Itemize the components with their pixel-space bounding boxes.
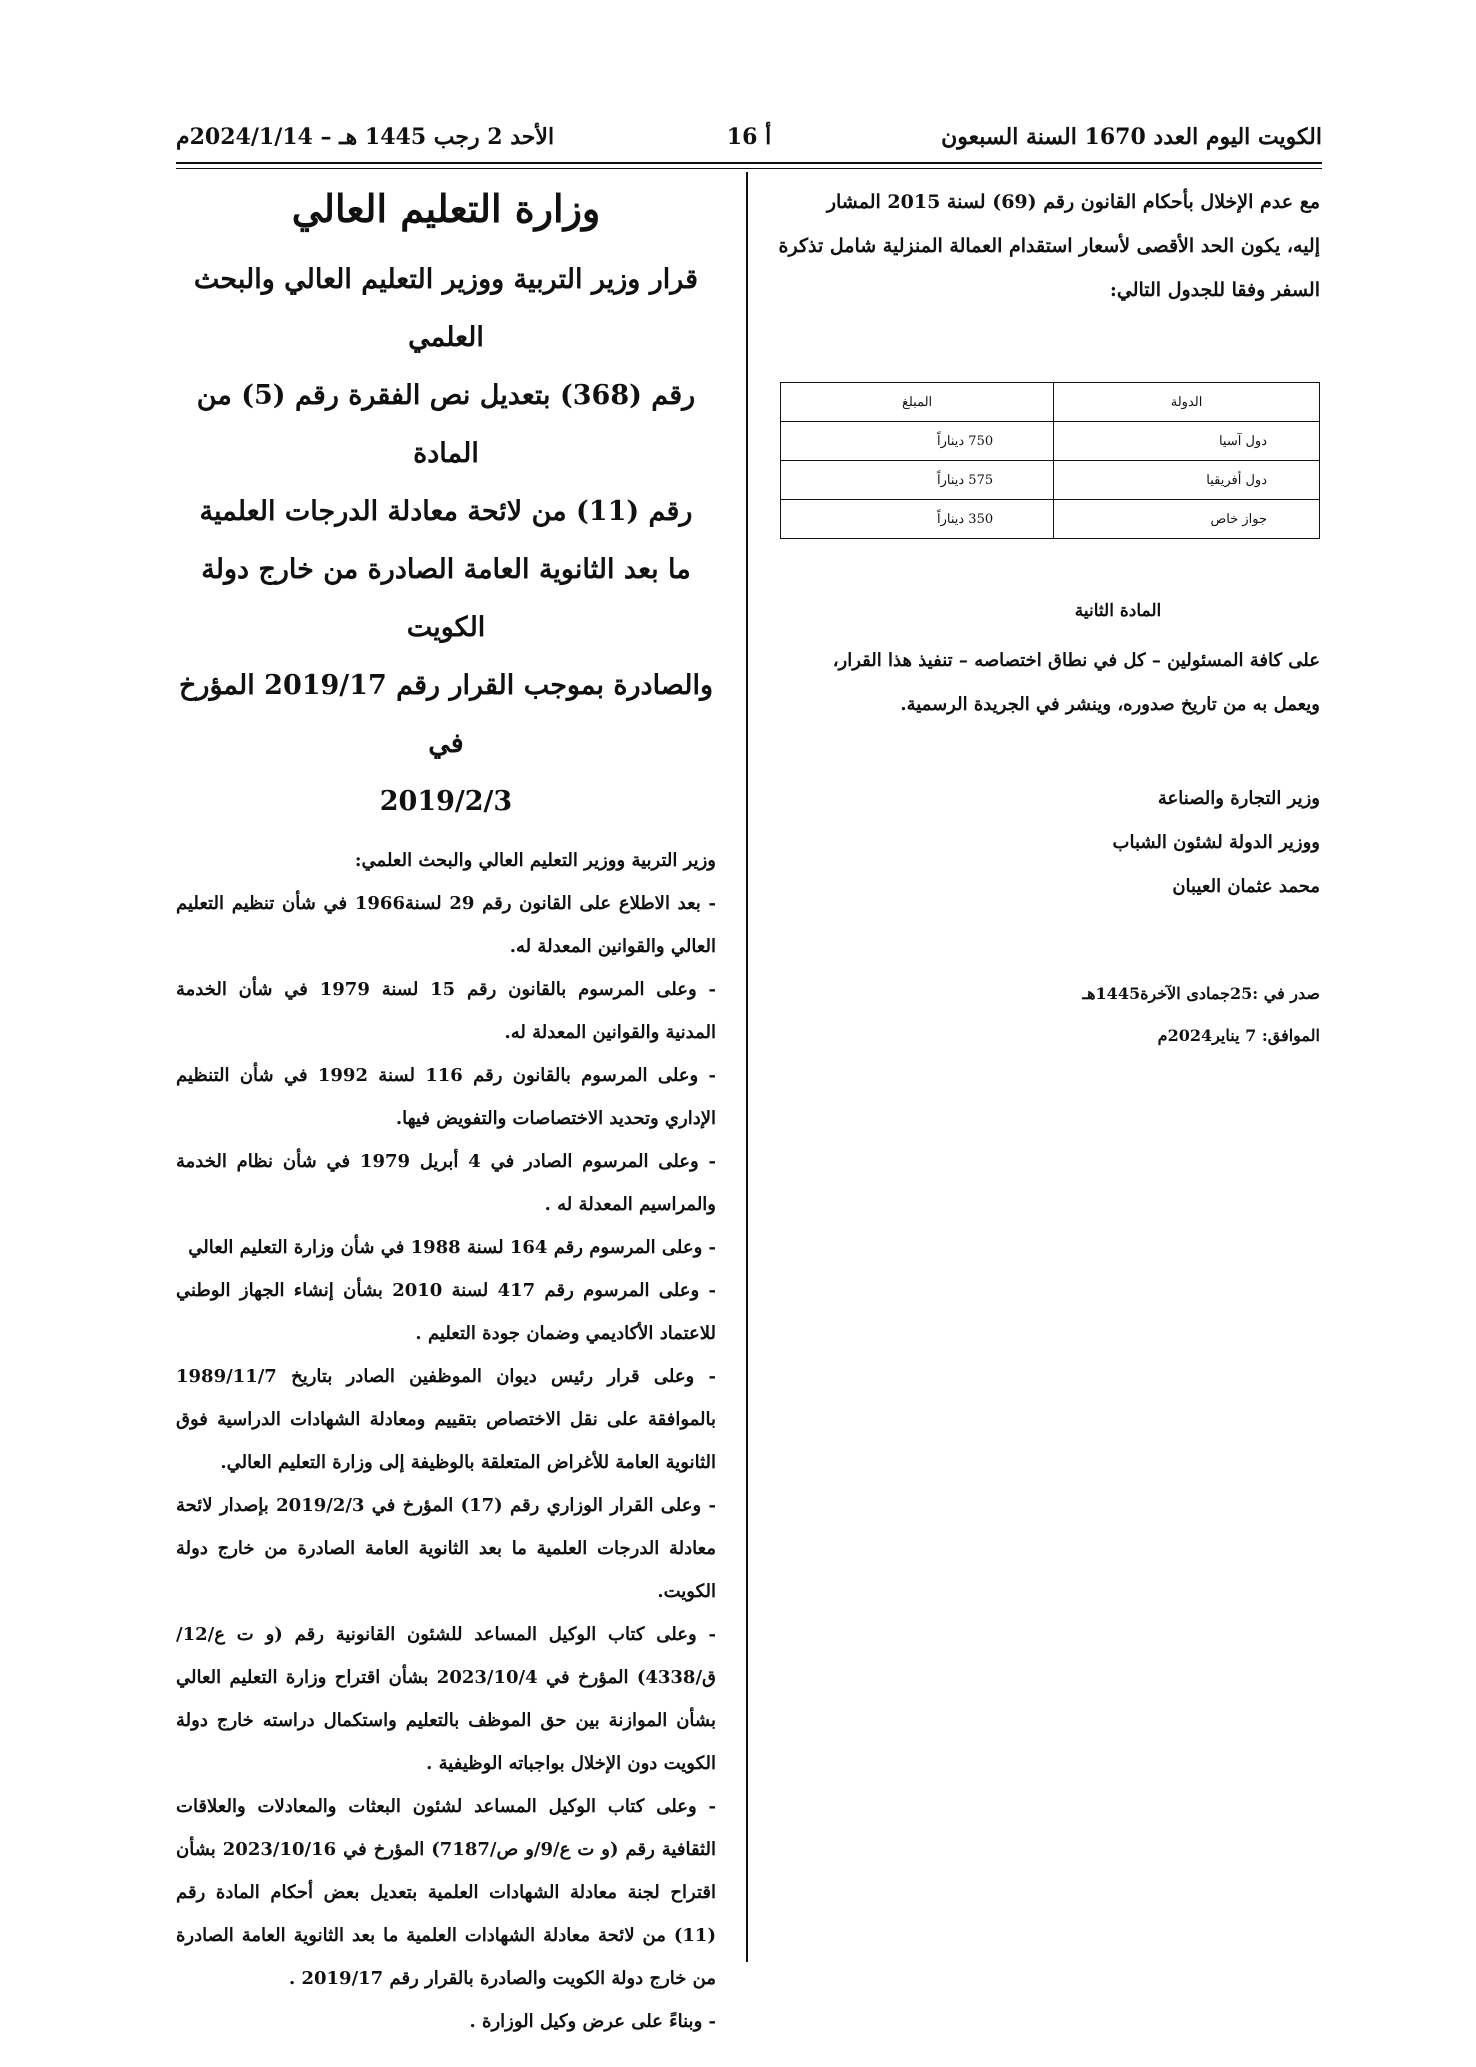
issue-date-block xyxy=(776,973,1320,1057)
header-page-number: أ 16 xyxy=(726,124,772,150)
right-column xyxy=(776,180,1320,1057)
header-date: الأحد 2 رجب 1445 هـ – 2024/1/14م xyxy=(176,124,555,150)
table-cell-country: جواز خاص xyxy=(1054,500,1320,539)
table-row xyxy=(781,461,1320,500)
table-row xyxy=(781,500,1320,539)
decision-title xyxy=(176,251,716,831)
preamble-clause: - وعلى كتاب الوكيل المساعد لشئون البعثات والمعادلات والعلاقات الثقافية رقم (و ت ع/9/و ص/7187) المؤرخ في 2023/10/16 بشأن اقتراح لجنة معادلة الشهادات العلمية بتعديل بعض أحكام المادة رقم (11) من لائحة معادلة الشهادات العلمية ما بعد الثانوية العامة الصادرة من خارج دولة الكويت والصادرة بالقرار رقم 2019/17 . xyxy=(176,1796,716,1989)
intro-line: السفر وفقا للجدول التالي: xyxy=(1109,279,1320,301)
preamble-clause: - وعلى المرسوم بالقانون رقم 15 لسنة 1979 في شأن الخدمة المدنية والقوانين المعدلة له. xyxy=(176,979,716,1043)
decision-title-line: ما بعد الثانوية العامة الصادرة من خارج دولة الكويت xyxy=(201,554,691,643)
signature-block xyxy=(776,777,1320,909)
table-cell-country: دول أفريقيا xyxy=(1054,461,1320,500)
ministry-heading: وزارة التعليم العالي xyxy=(291,186,601,231)
issued-gregorian-date: الموافق: 7 يناير2024م xyxy=(1157,1026,1320,1045)
issued-hijri-date: صدر في :25جمادى الآخرة1445هـ xyxy=(1082,984,1320,1003)
decision-title-line: رقم (368) بتعديل نص الفقرة رقم (5) من المادة xyxy=(196,380,696,469)
recruitment-price-table xyxy=(780,382,1320,539)
intro-line: مع عدم الإخلال بأحكام القانون رقم (69) لسنة 2015 المشار xyxy=(826,191,1320,213)
article-two-title: المادة الثانية xyxy=(1074,601,1162,621)
signatory-title: وزير التجارة والصناعة xyxy=(1157,788,1320,809)
article-two-text xyxy=(776,639,1320,727)
article-text-line: على كافة المسئولين – كل في نطاق اختصاصه – تنفيذ هذا القرار، xyxy=(832,650,1320,671)
preamble-clause: - وبناءً على عرض وكيل الوزارة . xyxy=(469,2011,716,2032)
preamble-clause: - وعلى القرار الوزاري رقم (17) المؤرخ في 2019/2/3 بإصدار لائحة معادلة الدرجات العلمية ما بعد الثانوية العامة الصادرة من خارج دولة الكويت. xyxy=(176,1495,717,1602)
preamble xyxy=(176,839,716,2043)
preamble-clause: - وعلى المرسوم الصادر في 4 أبريل 1979 في شأن نظام الخدمة والمراسيم المعدلة له . xyxy=(176,1151,716,1215)
table-header-row xyxy=(781,383,1320,422)
signatory-title: ووزير الدولة لشئون الشباب xyxy=(1112,832,1320,853)
decision-title-line: رقم (11) من لائحة معادلة الدرجات العلمية xyxy=(199,496,693,527)
signatory-name: محمد عثمان العيبان xyxy=(1172,876,1320,897)
decision-title-line: 2019/2/3 xyxy=(379,786,513,817)
table-cell-country: دول آسيا xyxy=(1054,422,1320,461)
header-issue-info: الكويت اليوم العدد 1670 السنة السبعون xyxy=(941,124,1322,150)
table-row xyxy=(781,422,1320,461)
article-text-line: ويعمل به من تاريخ صدوره، وينشر في الجريدة الرسمية. xyxy=(900,694,1320,715)
header-rule-thick xyxy=(176,162,1322,164)
intro-line: إليه، يكون الحد الأقصى لأسعار استقدام العمالة المنزلية شامل تذكرة xyxy=(778,235,1320,257)
table-header-country: الدولة xyxy=(1054,383,1320,422)
preamble-clause: - وعلى قرار رئيس ديوان الموظفين الصادر بتاريخ 1989/11/7 بالموافقة على نقل الاختصاص بتقييم ومعادلة الشهادات الدراسية فوق الثانوية العامة للأغراض المتعلقة بالوظيفة إلى وزارة التعليم العالي. xyxy=(176,1366,716,1473)
table-cell-amount: 350 ديناراً xyxy=(781,500,1054,539)
preamble-clause: - وعلى المرسوم رقم 164 لسنة 1988 في شأن وزارة التعليم العالي xyxy=(188,1237,716,1258)
preamble-clause: - وعلى المرسوم بالقانون رقم 116 لسنة 1992 في شأن التنظيم الإداري وتحديد الاختصاصات والتفويض فيها. xyxy=(176,1065,716,1129)
table-cell-amount: 750 ديناراً xyxy=(781,422,1054,461)
decision-title-line: والصادرة بموجب القرار رقم 2019/17 المؤرخ في xyxy=(179,670,713,759)
preamble-clause: - بعد الاطلاع على القانون رقم 29 لسنة1966 في شأن تنظيم التعليم العالي والقوانين المعدلة له. xyxy=(176,893,716,957)
preamble-clause: - وعلى كتاب الوكيل المساعد للشئون القانونية رقم (و ت ع/12/ق/4338) المؤرخ في 2023/10/4 بشأن اقتراح وزارة التعليم العالي بشأن الموازنة بين حق الموظف بالتعليم واستكمال دراسته خارج دولة الكويت دون الإخلال بواجباته الوظيفية . xyxy=(176,1624,716,1774)
left-column xyxy=(176,180,716,2043)
preamble-opening: وزير التربية ووزير التعليم العالي والبحث العلمي: xyxy=(354,850,716,871)
table-header-amount: المبلغ xyxy=(781,383,1054,422)
decision-title-line: قرار وزير التربية ووزير التعليم العالي والبحث العلمي xyxy=(193,264,699,353)
page-header xyxy=(176,124,1322,158)
column-divider xyxy=(746,172,748,1962)
table-cell-amount: 575 ديناراً xyxy=(781,461,1054,500)
header-rule-thin xyxy=(176,168,1322,169)
preamble-clause: - وعلى المرسوم رقم 417 لسنة 2010 بشأن إنشاء الجهاز الوطني للاعتماد الأكاديمي وضمان جودة التعليم . xyxy=(176,1280,716,1344)
